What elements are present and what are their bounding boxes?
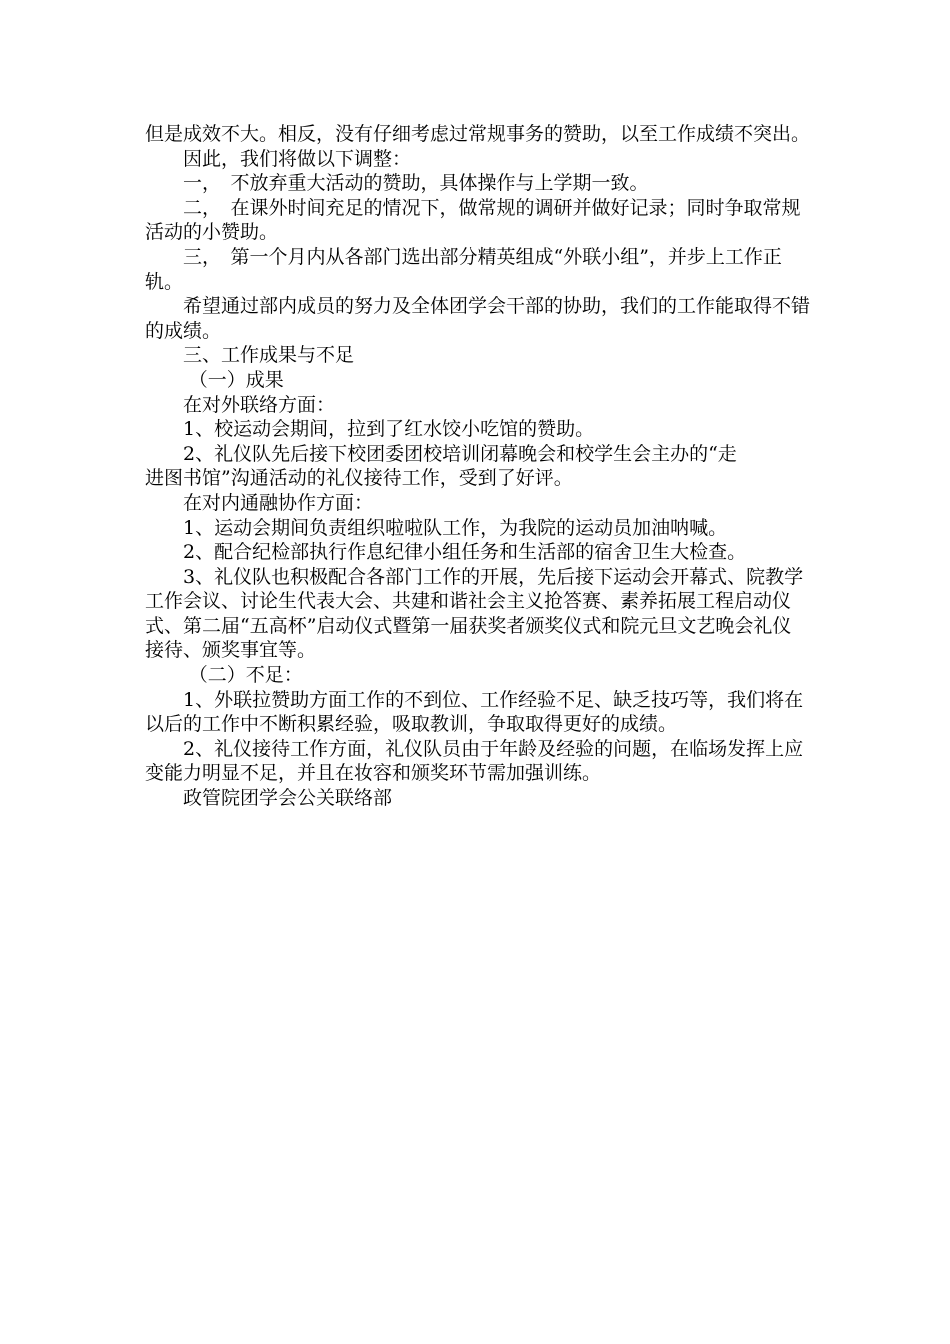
paragraph-adjustments-intro: 因此，我们将做以下调整： [183,147,412,170]
paragraph-internal-2: 2、配合纪检部执行作息纪律小组任务和生活部的宿舍卫生大检查。 [183,541,747,564]
document-body [145,122,810,811]
paragraph-external-heading: 在对外联络方面： [183,393,336,416]
paragraph-external-2: 2、礼仪队先后接下校团委团校培训闭幕晚会和校学生会主办的“走 [183,442,737,465]
paragraph-internal-1: 1、运动会期间负责组织啦啦队工作，为我院的运动员加油呐喊。 [183,516,728,539]
subsection-heading-achievements: （一）成果 [188,368,284,391]
paragraph-internal-heading: 在对内通融协作方面： [183,491,374,514]
signature-department: 政管院团学会公关联络部 [183,787,393,810]
paragraph-external-1: 1、校运动会期间，拉到了红水饺小吃馆的赞助。 [183,418,595,441]
paragraph-adjustment-2: 二， 在课外时间充足的情况下，做常规的调研并做好记录；同时争取常规活动的小赞助。 [145,196,801,244]
section-heading-results: 三、工作成果与不足 [183,344,355,367]
paragraph-external-2-continued: 进图书馆”沟通活动的礼仪接待工作，受到了好评。 [145,467,573,490]
subsection-heading-shortcomings: （二）不足： [188,664,303,687]
paragraph-shortcoming-2: 2、礼仪接待工作方面，礼仪队员由于年龄及经验的问题，在临场发挥上应变能力明显不足，并且在妆容和颁奖环节需加强训练。 [145,737,804,785]
paragraph-shortcoming-1: 1、外联拉赞助方面工作的不到位、工作经验不足、缺乏技巧等，我们将在以后的工作中不断积累经验，吸取教训，争取取得更好的成绩。 [145,688,804,736]
paragraph-continuation: 但是成效不大。相反，没有仔细考虑过常规事务的赞助，以至工作成绩不突出。 [145,123,811,145]
paragraph-hope: 希望通过部内成员的努力及全体团学会干部的协助，我们的工作能取得不错的成绩。 [145,295,811,342]
paragraph-adjustment-3: 三， 第一个月内从各部门选出部分精英组成“外联小组”，并步上工作正轨。 [145,245,782,293]
paragraph-internal-3: 3、礼仪队也积极配合各部门工作的开展，先后接下运动会开幕式、院教学工作会议、讨论生代表大会、共建和谐社会主义抢答赛、素养拓展工程启动仪式、第二届“五高杯”启动仪式暨第一届获奖者颁奖仪式和院元旦文艺晚会礼仪接待、颁奖事宜等。 [145,565,804,662]
paragraph-adjustment-1: 一， 不放弃重大活动的赞助，具体操作与上学期一致。 [183,172,649,195]
